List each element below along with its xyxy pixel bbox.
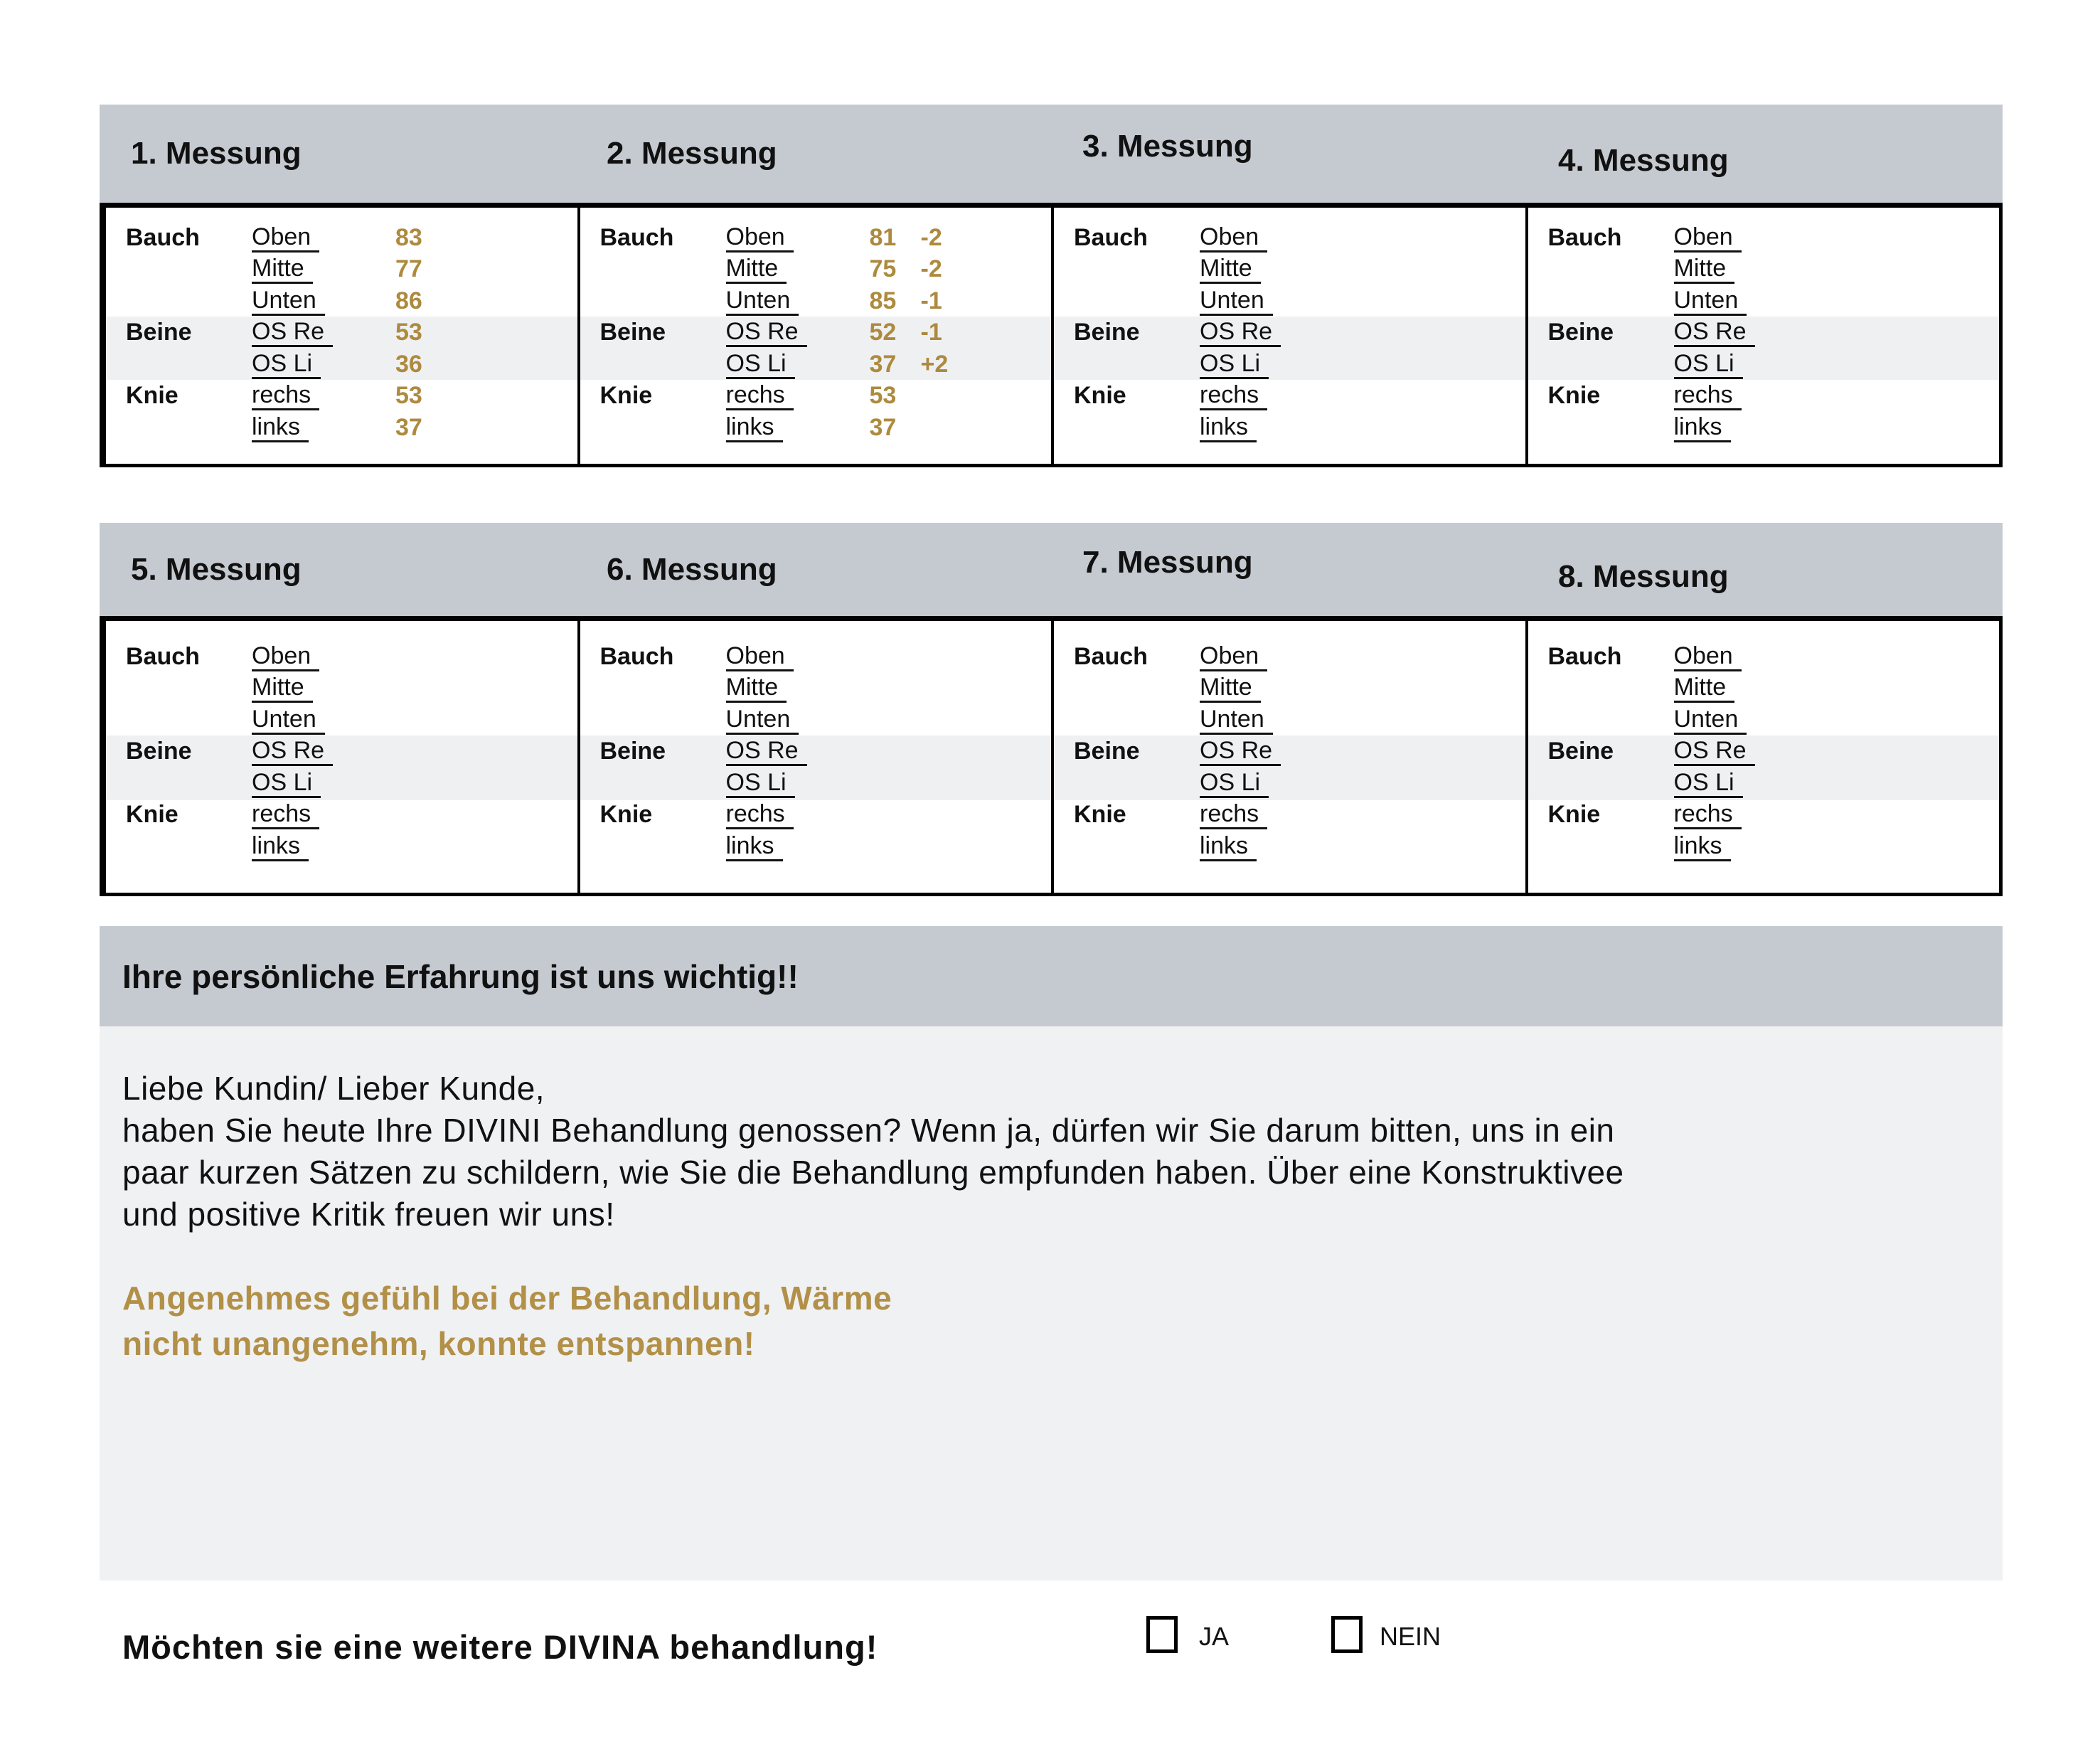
measurement-row	[1548, 831, 2000, 863]
measure-value: 81	[869, 223, 897, 251]
measurement-row	[600, 704, 1052, 736]
measure-point-label: OS Li	[726, 350, 870, 379]
measurement-row	[1548, 767, 2000, 799]
measure-point-label: rechs	[252, 800, 395, 829]
measurement-row	[1548, 704, 2000, 736]
measurement-row	[1074, 673, 1525, 705]
measurement-row	[1548, 799, 2000, 831]
measurement-row	[126, 381, 577, 413]
measurement-row	[126, 641, 577, 673]
body-part-label: Knie	[1074, 801, 1126, 829]
measurement-row	[1548, 641, 2000, 673]
measure-point-label: Oben	[1674, 642, 1818, 671]
body-part-label: Knie	[1074, 382, 1126, 410]
body-part-label: Knie	[1547, 382, 1601, 410]
measure-point-label: Oben	[1674, 223, 1818, 253]
measure-point-label: links	[1200, 832, 1343, 861]
body-part-label: Bauch	[599, 642, 674, 670]
measurement-header-band-2	[100, 523, 2003, 616]
measure-point-label: Unten	[252, 287, 395, 316]
measurement-panel	[1525, 621, 2000, 893]
measure-delta: +2	[920, 350, 949, 378]
measure-point-label: links	[1200, 413, 1343, 442]
measurement-row	[600, 641, 1052, 673]
measure-point-label: Unten	[726, 287, 870, 316]
measurement-row	[1074, 704, 1525, 736]
measurement-row	[600, 222, 1052, 254]
measure-value: 75	[869, 255, 897, 283]
panel-title: 2. Messung	[607, 136, 777, 171]
panel-title: 7. Messung	[1082, 544, 1253, 580]
measure-value: 36	[395, 350, 422, 378]
measure-point-label: OS Re	[1674, 737, 1818, 766]
panel-title: 6. Messung	[607, 551, 777, 587]
feedback-paragraph-line: paar kurzen Sätzen zu schildern, wie Sie die Behandlung empfunden haben. Über eine Konstruktivee	[122, 1154, 1624, 1191]
measure-point-label: OS Li	[252, 350, 395, 379]
measure-point-label: Mitte	[1200, 255, 1343, 284]
measure-point-label: links	[726, 413, 870, 442]
panel-title: 4. Messung	[1558, 143, 1729, 178]
measurement-section-1	[100, 105, 2003, 467]
measurement-row	[1074, 222, 1525, 254]
feedback-title: Ihre persönliche Erfahrung ist uns wichtig!!	[122, 957, 799, 995]
measure-point-label: OS Re	[1200, 737, 1343, 766]
panel-title: 5. Messung	[131, 551, 302, 587]
measurement-row	[600, 317, 1052, 349]
feedback-block	[100, 1026, 2003, 1580]
measure-point-label: links	[726, 832, 870, 861]
measure-point-label: Mitte	[726, 255, 870, 284]
measure-point-label: Unten	[1674, 287, 1818, 316]
measure-point-label: Oben	[726, 223, 870, 253]
measure-point-label: OS Li	[1674, 350, 1818, 379]
body-part-label: Beine	[1074, 319, 1140, 346]
measure-value: 52	[869, 319, 897, 346]
measurement-row	[126, 222, 577, 254]
measure-point-label: Unten	[1200, 287, 1343, 316]
measure-point-label: rechs	[1200, 800, 1343, 829]
measurement-row	[126, 767, 577, 799]
measurement-row	[126, 736, 577, 768]
panel-title: 1. Messung	[131, 136, 302, 171]
measurement-row	[1548, 673, 2000, 705]
measurement-row	[1548, 254, 2000, 286]
measure-point-label: rechs	[252, 381, 395, 410]
measure-point-label: Mitte	[252, 674, 395, 703]
measurement-row	[600, 254, 1052, 286]
measurement-row	[600, 736, 1052, 768]
body-part-label: Bauch	[1547, 642, 1622, 670]
measurement-row	[600, 412, 1052, 444]
measure-point-label: Unten	[1200, 706, 1343, 735]
measurement-header-band-1	[100, 105, 2003, 203]
feedback-paragraph-line: haben Sie heute Ihre DIVINI Behandlung genossen? Wenn ja, dürfen wir Sie darum bitten, uns in ein	[122, 1112, 1615, 1149]
measurement-row	[1074, 381, 1525, 413]
body-part-label: Beine	[126, 319, 192, 346]
measure-point-label: rechs	[726, 381, 870, 410]
measure-point-label: links	[252, 832, 395, 861]
measure-point-label: Unten	[1674, 706, 1818, 735]
measurement-row	[1074, 641, 1525, 673]
measure-point-label: links	[1674, 832, 1818, 861]
measure-point-label: Mitte	[726, 674, 870, 703]
measurement-row	[126, 285, 577, 317]
measure-value: 37	[395, 413, 422, 441]
measurement-row	[600, 799, 1052, 831]
body-part-label: Knie	[126, 801, 178, 829]
body-part-label: Knie	[1547, 801, 1601, 829]
measurement-panel	[103, 621, 577, 893]
body-part-label: Bauch	[126, 223, 200, 251]
body-part-label: Bauch	[1547, 223, 1622, 251]
measure-delta: -2	[920, 255, 942, 283]
measure-value: 53	[869, 382, 897, 410]
measurement-table-1	[100, 203, 2003, 467]
measure-value: 85	[869, 287, 897, 314]
measure-point-label: Oben	[252, 642, 395, 671]
measure-point-label: Mitte	[1674, 674, 1818, 703]
ja-checkbox[interactable]	[1146, 1616, 1178, 1653]
measure-value: 53	[395, 382, 422, 410]
measure-point-label: Oben	[1200, 223, 1343, 253]
measurement-row	[600, 673, 1052, 705]
body-part-label: Beine	[126, 738, 192, 765]
measure-point-label: OS Li	[1200, 350, 1343, 379]
measure-point-label: OS Li	[1674, 769, 1818, 798]
nein-checkbox[interactable]	[1331, 1616, 1363, 1653]
measure-delta: -2	[920, 223, 942, 251]
measurement-row	[1074, 736, 1525, 768]
measure-point-label: Mitte	[1200, 674, 1343, 703]
measurement-row	[1548, 222, 2000, 254]
measure-point-label: rechs	[1674, 800, 1818, 829]
customer-feedback-note-line: Angenehmes gefühl bei der Behandlung, Wärme	[122, 1280, 892, 1317]
measure-point-label: rechs	[1200, 381, 1343, 410]
further-treatment-question: Möchten sie eine weitere DIVINA behandlung!	[122, 1628, 878, 1666]
body-part-label: Knie	[599, 382, 653, 410]
measurement-row	[1548, 349, 2000, 381]
measurement-row	[600, 767, 1052, 799]
measure-value: 86	[395, 287, 422, 314]
measurement-row	[1074, 254, 1525, 286]
measurement-row	[600, 831, 1052, 863]
measurement-panel	[577, 621, 1052, 893]
measurement-row	[1074, 767, 1525, 799]
feedback-title-bar	[100, 926, 2003, 1026]
measure-point-label: OS Li	[252, 769, 395, 798]
measurement-table-2	[100, 616, 2003, 896]
nein-checkbox-label: NEIN	[1380, 1622, 1441, 1651]
measurement-row	[126, 349, 577, 381]
measure-point-label: OS Re	[1674, 318, 1818, 347]
measure-delta: -1	[920, 319, 942, 346]
measure-value: 53	[395, 319, 422, 346]
measure-point-label: OS Li	[726, 769, 870, 798]
measurement-row	[1548, 317, 2000, 349]
body-part-label: Beine	[1547, 319, 1614, 346]
measure-value: 37	[869, 350, 897, 378]
measure-point-label: Unten	[252, 706, 395, 735]
feedback-paragraph	[122, 1068, 1967, 1236]
measurement-row	[126, 412, 577, 444]
measurement-row	[1074, 317, 1525, 349]
measurement-row	[126, 673, 577, 705]
body-part-label: Beine	[599, 738, 666, 765]
measure-point-label: OS Re	[1200, 318, 1343, 347]
measurement-row	[126, 704, 577, 736]
body-part-label: Knie	[126, 382, 178, 410]
measurement-row	[1548, 736, 2000, 768]
customer-feedback-note	[122, 1275, 1967, 1366]
body-part-label: Beine	[1074, 738, 1140, 765]
body-part-label: Beine	[599, 319, 666, 346]
measure-point-label: Oben	[726, 642, 870, 671]
ja-checkbox-label: JA	[1199, 1622, 1230, 1651]
measurement-panel	[1525, 208, 2000, 464]
measure-value: 37	[869, 413, 897, 441]
measure-point-label: Unten	[726, 706, 870, 735]
measurement-row	[1074, 799, 1525, 831]
measurement-row	[600, 381, 1052, 413]
measurement-row	[126, 254, 577, 286]
feedback-paragraph-line: Liebe Kundin/ Lieber Kunde,	[122, 1070, 545, 1107]
measure-point-label: Oben	[252, 223, 395, 253]
measurement-panel	[1051, 208, 1525, 464]
measure-point-label: OS Li	[1200, 769, 1343, 798]
measure-point-label: rechs	[1674, 381, 1818, 410]
measurement-panel	[103, 208, 577, 464]
measurement-row	[1548, 285, 2000, 317]
measurement-row	[600, 349, 1052, 381]
measurement-row	[1074, 349, 1525, 381]
measurement-row	[126, 799, 577, 831]
measure-point-label: rechs	[726, 800, 870, 829]
measurement-row	[1548, 412, 2000, 444]
customer-feedback-note-line: nicht unangenehm, konnte entspannen!	[122, 1325, 755, 1362]
body-part-label: Bauch	[1074, 642, 1148, 670]
measurement-section-2	[100, 523, 2003, 896]
measurement-row	[126, 831, 577, 863]
measure-point-label: Oben	[1200, 642, 1343, 671]
measure-point-label: Mitte	[252, 255, 395, 284]
measure-point-label: OS Re	[252, 318, 395, 347]
measure-value: 83	[395, 223, 422, 251]
measurement-row	[1548, 381, 2000, 413]
body-part-label: Beine	[1547, 738, 1614, 765]
measure-point-label: OS Re	[252, 737, 395, 766]
measurement-row	[1074, 285, 1525, 317]
measure-point-label: OS Re	[726, 318, 870, 347]
measurement-row	[600, 285, 1052, 317]
body-part-label: Bauch	[599, 223, 674, 251]
measurement-row	[1074, 412, 1525, 444]
measurement-row	[126, 317, 577, 349]
measure-point-label: links	[1674, 413, 1818, 442]
measurement-row	[1074, 831, 1525, 863]
panel-title: 8. Messung	[1558, 558, 1729, 594]
measure-delta: -1	[920, 287, 942, 314]
measure-point-label: OS Re	[726, 737, 870, 766]
panel-title: 3. Messung	[1082, 129, 1253, 164]
body-part-label: Bauch	[126, 642, 200, 670]
measurement-panel	[1051, 621, 1525, 893]
body-part-label: Knie	[599, 801, 653, 829]
measure-point-label: links	[252, 413, 395, 442]
measurement-panel	[577, 208, 1052, 464]
measure-value: 77	[395, 255, 422, 283]
feedback-paragraph-line: und positive Kritik freuen wir uns!	[122, 1196, 615, 1233]
body-part-label: Bauch	[1074, 223, 1148, 251]
measure-point-label: Mitte	[1674, 255, 1818, 284]
